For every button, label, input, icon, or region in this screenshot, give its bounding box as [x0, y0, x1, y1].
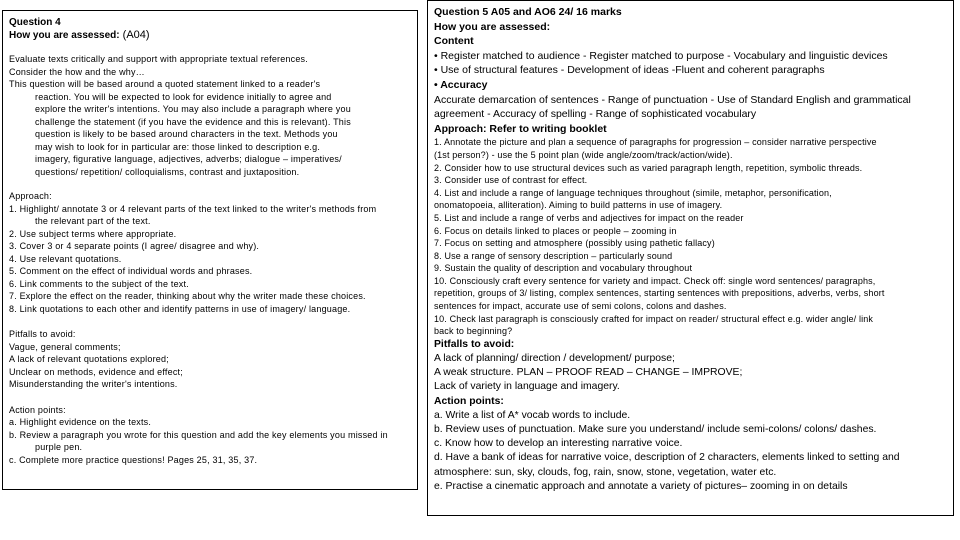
question-4-pitfalls — [9, 328, 412, 391]
pitfall-item: Lack of variety in language and imagery. — [434, 381, 620, 393]
action-item: c. Complete more practice questions! Pages 25, 31, 35, 37. — [9, 454, 258, 465]
approach-step: 9. Sustain the quality of description and vocabulary throughout — [434, 263, 693, 274]
action-item: c. Know how to develop an interesting narrative voice. — [434, 438, 683, 450]
approach-step: 10. Consciously craft every sentence for variety and impact. Check off: single word sentences/ paragraphs, — [434, 275, 876, 286]
content-line: • Register matched to audience - Register matched to purpose - Vocabulary and linguistic devices — [434, 49, 888, 62]
approach-step: 2. Use subject terms where appropriate. — [9, 228, 177, 239]
question-4-actions — [9, 404, 412, 467]
approach-step: 1. Annotate the picture and plan a sequence of paragraphs for progression – consider narrative perspective — [434, 137, 877, 148]
approach-step: 10. Check last paragraph is consciously crafted for impact on reader/ structural effect e.g. wider angle/ link — [434, 313, 874, 324]
approach-step: (1st person?) - use the 5 point plan (wide angle/zoom/track/action/wide). — [434, 149, 733, 160]
approach-step: 5. Comment on the effect of individual words and phrases. — [9, 266, 253, 276]
intro-line: imagery, figurative language, adjectives, adverbs; dialogue – imperatives/ — [35, 154, 342, 164]
approach-title: Approach: Refer to writing booklet — [434, 122, 607, 135]
actions-title: Action points: — [9, 404, 66, 415]
accuracy-line: Accurate demarcation of sentences - Range of punctuation - Use of Standard English and grammatical — [434, 93, 911, 106]
intro-line: may wish to look for in particular are: those linked to description e.g. — [35, 141, 321, 152]
question-4-panel — [2, 10, 418, 490]
approach-step: 1. Highlight/ annotate 3 or 4 relevant parts of the text linked to the writer's methods from — [9, 203, 377, 214]
accuracy-label: • Accuracy — [434, 78, 488, 91]
approach-step: 6. Link comments to the subject of the text. — [9, 278, 189, 289]
question-5-panel — [427, 0, 954, 516]
intro-line: question is likely to be based around characters in the text. Methods you — [35, 129, 338, 139]
action-item: purple pen. — [35, 442, 83, 452]
question-5-pitfalls — [434, 338, 947, 494]
actions-title: Action points: — [434, 395, 504, 407]
question-5-approach — [434, 136, 947, 338]
approach-step: 7. Explore the effect on the reader, thinking about why the writer made these choices. — [9, 291, 366, 301]
pitfall-item: A lack of planning/ direction / development/ purpose; — [434, 353, 675, 365]
approach-step: 3. Cover 3 or 4 separate points (I agree/ disagree and why). — [9, 241, 260, 251]
action-item: d. Have a bank of ideas for narrative voice, description of 2 characters, elements linked to setting and — [434, 452, 900, 464]
question-4-assessed — [9, 29, 412, 42]
question-5-assessed-label: How you are assessed: — [434, 20, 551, 33]
pitfalls-title: Pitfalls to avoid: — [9, 329, 76, 339]
approach-step: back to beginning? — [434, 326, 513, 337]
approach-step: 2. Consider how to use structural devices such as varied paragraph length, repetition, symbolic threads. — [434, 162, 863, 173]
content-line: • Use of structural features - Development of ideas -Fluent and coherent paragraphs — [434, 64, 825, 77]
intro-line: reaction. You will be expected to look for evidence initially to agree and — [35, 91, 332, 102]
action-item: a. Highlight evidence on the texts. — [9, 417, 152, 427]
pitfall-item: A weak structure. PLAN – PROOF READ – CHANGE – IMPROVE; — [434, 367, 743, 379]
approach-step: 3. Consider use of contrast for effect. — [434, 175, 588, 186]
approach-step: 8. Link quotations to each other and identify patterns in use of imagery/ language. — [9, 303, 351, 314]
action-item: b. Review uses of punctuation. Make sure you understand/ include semi-colons/ colons/ dashes. — [434, 424, 877, 436]
accuracy-line: agreement - Accuracy of spelling - Range of sophisticated vocabulary — [434, 108, 757, 121]
question-5-header — [434, 5, 947, 136]
approach-title: Approach: — [9, 191, 52, 201]
approach-step: 6. Focus on details linked to places or people – zooming in — [434, 225, 677, 236]
approach-step: onomatopoeia, alliteration). Aiming to build patterns in use of imagery. — [434, 200, 723, 211]
question-4-intro — [9, 53, 412, 178]
question-4-assessed-code: (A04) — [119, 29, 150, 41]
action-item: a. Write a list of A* vocab words to include. — [434, 409, 631, 421]
approach-step: 5. List and include a range of verbs and adjectives for impact on the reader — [434, 212, 744, 223]
question-4-title: Question 4 — [9, 17, 61, 28]
approach-step: repetition, groups of 3/ listing, complex sentences, starting sentences with prepositions, adverbs, verbs, short — [434, 288, 885, 299]
approach-step: 7. Focus on setting and atmosphere (possibly using pathetic fallacy) — [434, 238, 715, 249]
intro-line: questions/ repetition/ colloquialisms, contrast and juxtaposition. — [35, 166, 300, 177]
approach-step: 4. List and include a range of language techniques throughout (simile, metaphor, personification, — [434, 187, 832, 198]
approach-step: 8. Use a range of sensory description – particularly sound — [434, 250, 673, 261]
pitfall-item: Unclear on methods, evidence and effect; — [9, 366, 183, 377]
question-4-approach — [9, 190, 412, 315]
action-item: atmosphere: sun, sky, clouds, fog, rain, snow, stone, vegetation, water etc. — [434, 466, 777, 478]
pitfall-item: A lack of relevant quotations explored; — [9, 354, 169, 364]
pitfall-item: Misunderstanding the writer's intentions. — [9, 379, 178, 389]
content-label: Content — [434, 35, 474, 48]
action-item: e. Practise a cinematic approach and annotate a variety of pictures– zooming in on details — [434, 480, 848, 492]
pitfall-item: Vague, general comments; — [9, 341, 121, 352]
approach-step: the relevant part of the text. — [35, 216, 151, 226]
question-4-assessed-label: How you are assessed: — [9, 30, 120, 41]
intro-line: Consider the how and the why… — [9, 66, 145, 77]
approach-step: 4. Use relevant quotations. — [9, 253, 122, 264]
intro-line: This question will be based around a quoted statement linked to a reader's — [9, 79, 321, 89]
intro-line: Evaluate texts critically and support with appropriate textual references. — [9, 54, 308, 64]
action-item: b. Review a paragraph you wrote for this question and add the key elements you missed in — [9, 429, 388, 440]
approach-step: sentences for impact, accurate use of semi colons, colons and dashes. — [434, 301, 727, 312]
intro-line: explore the writer's intentions. You may also include a paragraph where you — [35, 104, 351, 114]
pitfalls-title: Pitfalls to avoid: — [434, 338, 515, 350]
intro-line: challenge the statement (if you have the evidence and this is relevant). This — [35, 116, 351, 127]
question-5-title: Question 5 A05 and AO6 24/ 16 marks — [434, 6, 622, 18]
